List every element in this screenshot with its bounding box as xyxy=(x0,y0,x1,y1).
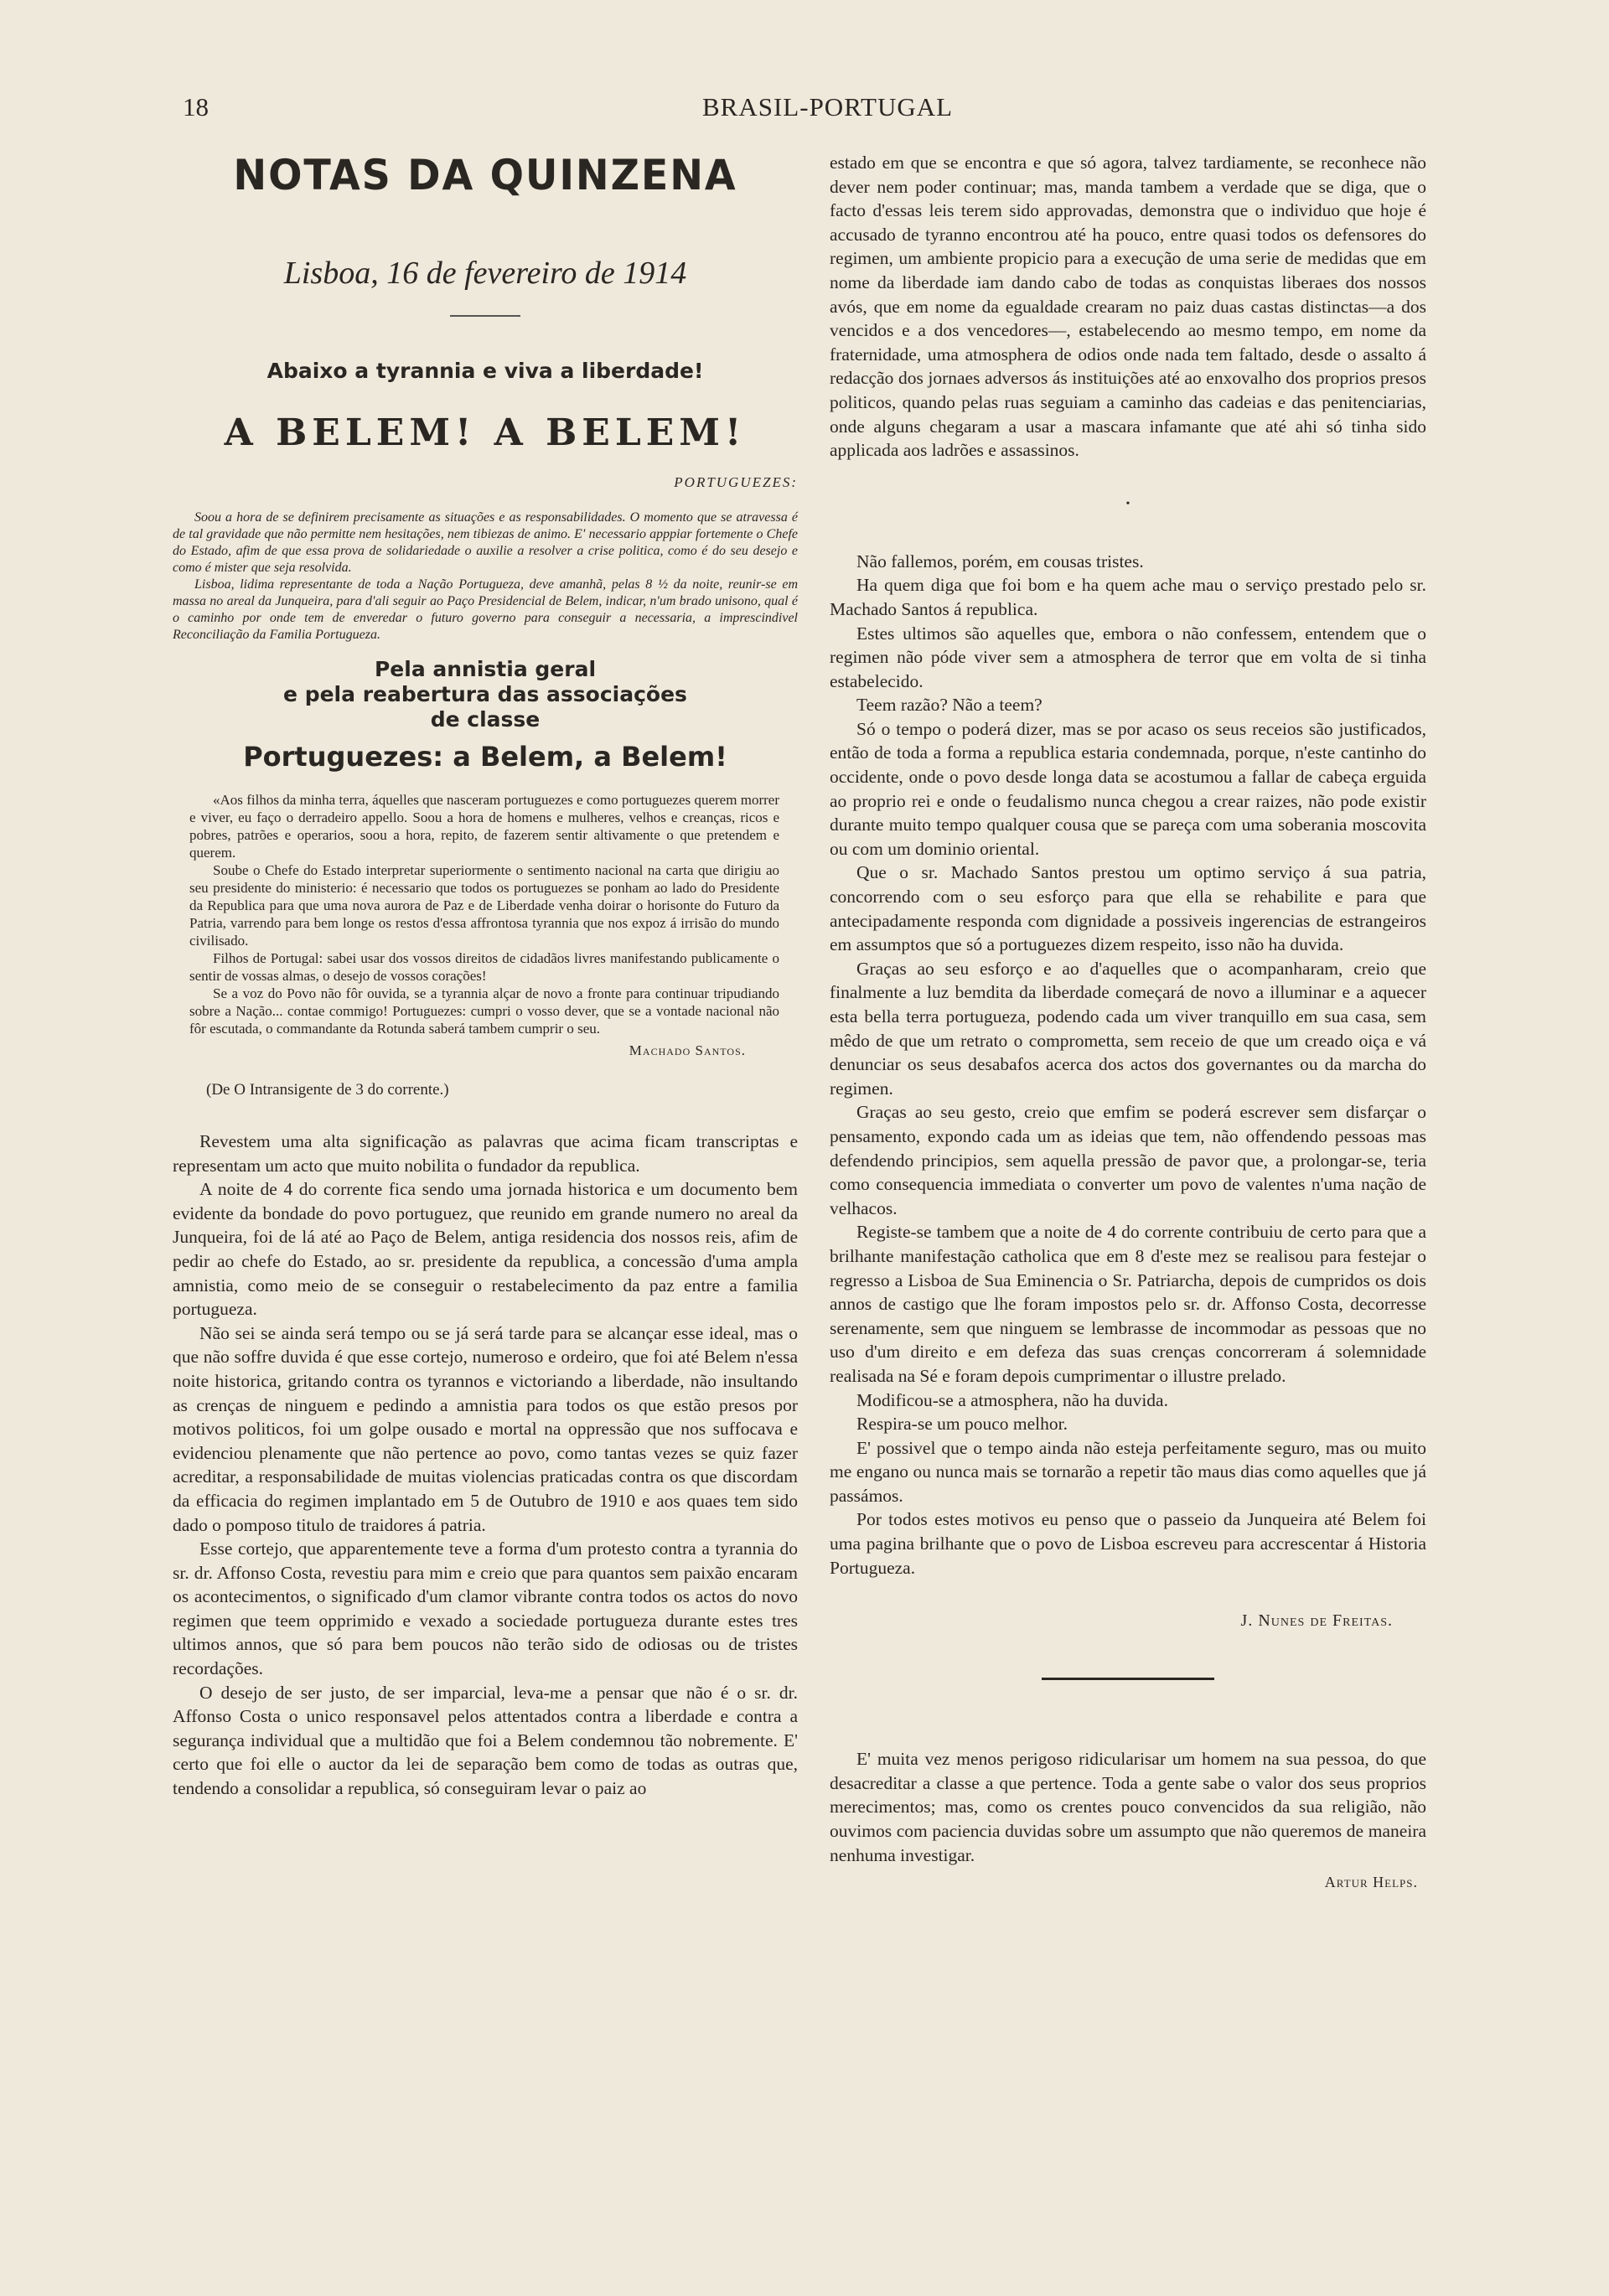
body-paragraph: Não sei se ainda será tempo ou se já será tarde para se alcançar esse ideal, mas o que não soffre duvida é que esse cortejo, numeroso e ordeiro, que foi até Belem n'essa noite historica, gritando contra os tyrannos e victoriando a liberdade, não insultando as crenças de ninguem e pedindo a amnistia para todos os que estão presos por motivos politicos, foi um golpe ousado e mortal na oppressão que nos suffocava e evidenciou plenamente que não pertence ao povo, como tantas vezes se quiz fazer acreditar, a responsabilidade de muitas violencias praticadas contra os que discordam da efficacia do regimen implantado em 5 de Outubro de 1910 e aos quaes tem sido dado o pomposo titulo de traidores á patria. xyxy=(173,1322,798,1535)
dateline: Lisboa, 16 de fevereiro de 1914 xyxy=(283,256,687,291)
body-paragraph: Graças ao seu gesto, creio que emfim se poderá escrever sem disfarçar o pensamento, expondo cada um as ideias que tem, não offendendo pessoas mas defendendo principios, sem aquella pressão de pavor que, a prolongar-se, teria como consequencia immediata o converter um povo de valentes n'uma nação de velhacos. xyxy=(830,1102,1426,1218)
long-rule xyxy=(1042,1678,1214,1680)
addressee: PORTUGUEZES: xyxy=(674,474,798,490)
source-note: (De O Intransigente de 3 do corrente.) xyxy=(206,1081,449,1099)
body-paragraph: Modificou-se a atmosphera, não ha duvida. xyxy=(856,1389,1168,1410)
body-paragraph: E' possivel que o tempo ainda não esteja perfeitamente seguro, mas ou muito me engano ou nunca mais se tornarão a repetir tão maus dias como aquelles que já passámos. xyxy=(830,1437,1426,1506)
body-paragraph: Só o tempo o poderá dizer, mas se por acaso os seus receios são justificados, então de toda a forma a republica estaria condemnada, porque, n'este cantinho do occidente, onde o povo desde longa data se acostumou a fallar de cabeça erguida ao proprio rei e onde o feudalismo nunca chegou a crear raizes, não pode existir durante muito tempo qualquer cousa que se pareça com uma soberania moscovita ou com um dominio oriental. xyxy=(830,718,1426,859)
subhead-line: e pela reabertura das associações xyxy=(283,682,687,706)
body-paragraph: Por todos estes motivos eu penso que o passeio da Junqueira até Belem foi uma pagina brilhante que o povo de Lisboa escreveu para accrescentar á Historia Portugueza. xyxy=(830,1509,1426,1578)
letter-paragraph: Se a voz do Povo não fôr ouvida, se a tyrannia alçar de novo a fronte para continuar tripudiando sobre a Nação... contae commigo! Portuguezes: cumpri o vosso dever, que se a vontade nacional não fôr escutada, o commandante da Rotunda saberá tambem cumprir o seu. xyxy=(189,985,779,1037)
author-byline: J. Nunes de Freitas. xyxy=(1240,1611,1393,1631)
body-paragraph: Não fallemos, porém, em cousas tristes. xyxy=(856,551,1144,571)
quote-block xyxy=(830,1747,1426,1867)
body-paragraph: Teem razão? Não a teem? xyxy=(856,695,1042,716)
subhead xyxy=(173,657,798,732)
running-head: BRASIL-PORTUGAL xyxy=(702,92,954,122)
body-paragraph: Ha quem diga que foi bom e ha quem ache mau o serviço prestado pelo sr. Machado Santos á republica. xyxy=(830,575,1426,619)
body-paragraph: estado em que se encontra e que só agora, talvez tardiamente, se reconhece não dever nem poder continuar; mas, manda tambem a verdade que se diga, que o facto d'essas leis terem sido approvadas, demonstra que o individuo que hoje é accusado de tyranno encontrou até ha pouco, entre quasi todos os defensores do regimen, um ambiente propicio para a execução de uma serie de medidas que em nome da liberdade iam dando cabo de todas as conquistas liberaes dos nossos avós, que em nome da egualdade crearam no paiz duas castas distinctas—a dos vencidos e a dos vencedores—, estabelecendo ao mesmo tempo, em nome da fraternidade, uma atmosphera de odios onde nada tem faltado, desde o assalto á redacção dos jornaes adversos ás instituições até ao enxovalho dos proprios presos politicos, quando pelas ruas seguiam a caminho das cadeias e das penitenciarias, onde alguns chegaram a usar a mascara infamante que até ahi só tinha sido applicada aos ladrões e assassinos. xyxy=(830,153,1426,461)
body-paragraph: Que o sr. Machado Santos prestou um optimo serviço á sua patria, concorrendo com o seu esforço para que ella se rehabilite e para que antecipadamente responda com dignidade a possiveis ingerencias de estrangeiros em assumptos que só a portuguezes dizem respeito, isso não ha duvida. xyxy=(830,862,1426,955)
article-body xyxy=(173,1130,798,1801)
article-body-part2 xyxy=(830,550,1426,1580)
body-paragraph: Estes ultimos são aquelles que, embora o não confessem, entendem que o regimen não póde viver sem a atmosphera de terror que em volta de si tinha estabelecido. xyxy=(830,623,1426,691)
slogan: Abaixo a tyrannia e viva a liberdade! xyxy=(266,359,704,383)
manifesto-paragraph: Soou a hora de se definirem precisamente as situações e as responsabilidades. O momento que se atravessa é de tal gravidade que não permitte nem hesitações, nem tibiezas de animo. E' necessario apppiar fortemente o Chefe do Estado, afim de que essa prova de solidariedade o auxilie a resolver a crise politica, como é do seu desejo e como é mister que seja resolvida. xyxy=(173,510,798,575)
subhead-line: Pela annistia geral xyxy=(374,657,597,681)
cry-portuguezes: Portuguezes: a Belem, a Belem! xyxy=(243,741,727,773)
page-number: 18 xyxy=(183,92,209,122)
body-paragraph: Respira-se um pouco melhor. xyxy=(856,1414,1068,1435)
body-paragraph: Esse cortejo, que apparentemente teve a forma d'um protesto contra a tyrannia do sr. dr. Affonso Costa, revestiu para mim e creio que para quantos sem paixão encaram os acontecimentos, o significado d'um clamor vibrante contra todos os actos do novo regimen que teem opprimido e vexado a sociedade portugueza durante estes tres ultimos annos, que só para bem poucos não terão sido de odiosas ou de tristes recordações. xyxy=(173,1538,798,1679)
letter-paragraph: Soube o Chefe do Estado interpretar superiormente o sentimento nacional na carta que dirigiu ao seu presidente do ministerio: é necessario que todos os portuguezes se ponham ao lado do Presidente da Republica para que uma nova aurora de Paz e de Liberdade venha doirar o horisonte do Futuro da Patria, varrendo para bem longe os restos d'essa affrontosa tyrannia que nos expoz á irrisão do mundo civilisado. xyxy=(189,862,779,949)
body-paragraph: Graças ao seu esforço e ao d'aquelles que o acompanharam, creio que finalmente a luz bemdita da liberdade começará de novo a illuminar e a aquecer esta bella terra portugueza, podendo cada um viver tranquillo em sua casa, sem mêdo de que um retrato o comprometta, sem receio de que um creado oiça e vá denunciar os seus desabafos acerca dos actos dos governantes ou da marcha do regimen. xyxy=(830,958,1426,1099)
quote-author: Artur Helps. xyxy=(1324,1874,1418,1891)
quote-text: E' muita vez menos perigoso ridicularisar um homem na sua pessoa, do que desacreditar a classe a que pertence. Toda a gente sabe o valor dos seus proprios merecimentos; mas, como os crentes pouco convencidos da sua religião, não ouvimos com paciencia duvidas sobre um assumpto que não queremos de maneira nenhuma investigar. xyxy=(830,1749,1426,1865)
left-column xyxy=(173,151,798,1801)
body-paragraph: Registe-se tambem que a noite de 4 do corrente contribuiu de certo para que a brilhante manifestação catholica que em 8 d'este mez se realisou para festejar o regresso a Lisboa de Sua Eminencia o Sr. Patriarcha, depois de cumpridos os dois annos de castigo que lhe foram impostos pelo sr. dr. Affonso Costa, decorresse serenamente, sem que ninguem se lembrasse de incommodar as pessoas que no uso d'um direito e em defeza das suas crenças concorreram á solemnidade realisada na Sé e foram depois cumprimentar o illustre prelado. xyxy=(830,1222,1426,1386)
article-body-continued xyxy=(830,151,1426,463)
big-cry: A BELEM! A BELEM! xyxy=(224,411,747,454)
body-paragraph: A noite de 4 do corrente fica sendo uma jornada historica e um documento bem evidente da bondade do povo portuguez, que reunido em grande numero no areal da Junqueira, foi de lá até ao Paço de Belem, antiga residencia dos nossos reis, afim de pedir ao chefe do Estado, ao sr. presidente da republica, a concessão d'uma ampla amnistia, como meio de se conseguir o restabelecimento da paz entre a familia portugueza. xyxy=(173,1179,798,1320)
body-paragraph: Revestem uma alta significação as palavras que acima ficam transcriptas e representam um acto que muito nobilita o fundador da republica. xyxy=(173,1131,798,1176)
section-headline: NOTAS DA QUINZENA xyxy=(233,151,737,199)
body-paragraph: O desejo de ser justo, de ser imparcial, leva-me a pensar que não é o sr. dr. Affonso Costa o unico responsavel pelos attentados contra a liberdade e contra a segurança individual que a multidão que foi a Belem condemnou tão nobremente. E' certo que foi elle o auctor da lei de separação bem como de todas as outras que, tendendo a consolidar a republica, só conseguiram levar o paiz ao xyxy=(173,1682,798,1799)
letter-paragraph: Filhos de Portugal: sabei usar dos vossos direitos de cidadãos livres manifestando publicamente o sentir de vossas almas, o desejo de vossos corações! xyxy=(189,950,779,984)
subhead-line: de classe xyxy=(430,707,541,732)
letter-paragraph: «Aos filhos da minha terra, áquelles que nasceram portuguezes e como portuguezes querem morrer e viver, eu faço o derradeiro appello. Soou a hora de homens e mulheres, velhos e creanças, ricos e pobres, patrões e operarios, soou a hora, repito, de fazerem sentir altivamente o que pretendem e querem. xyxy=(189,792,779,861)
ornament-bullet: • xyxy=(1125,497,1130,510)
right-column xyxy=(830,151,1426,1891)
short-rule xyxy=(450,315,520,317)
manifesto-paragraph: Lisboa, lidima representante de toda a Nação Portugueza, deve amanhã, pelas 8 ½ da noite, reunir-se em massa no areal da Junqueira, para d'ali seguir ao Paço Presidencial de Belem, indicar, n'um brado unisono, qual é o caminho por onde tem de enveredar o futuro governo para conseguir a necessaria, a imprescindivel Reconciliação da Familia Portugueza. xyxy=(173,577,798,642)
manifesto xyxy=(173,509,798,644)
letter-signature: Machado Santos. xyxy=(629,1042,746,1058)
machado-santos-letter xyxy=(173,791,798,1059)
